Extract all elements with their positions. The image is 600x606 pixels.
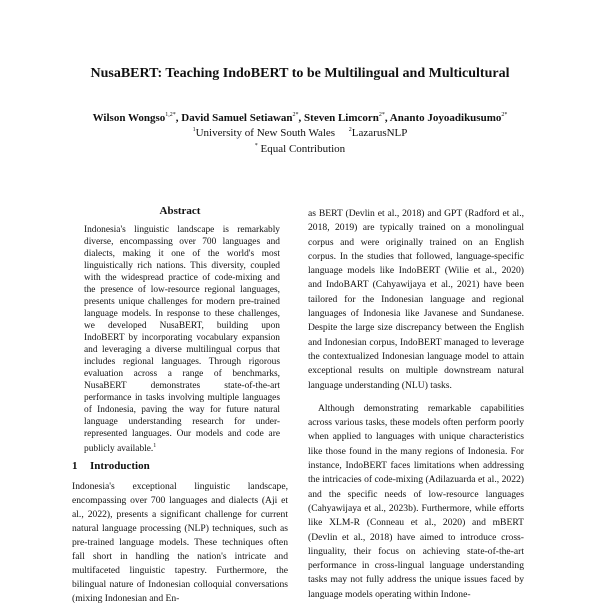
affiliation-name: LazarusNLP <box>351 127 408 139</box>
contribution-text: Equal Contribution <box>260 143 346 155</box>
abstract-text: Indonesia's linguistic landscape is remarkably diverse, encompassing over 700 languages and dialects, making it one of the world's most linguistically rich nations. This diversity, coupled with the widespread practice of code-mixing and the presence of low-resource regional languages, presents unique challenges for modern pre-trained language models. In response to these challenges, we developed NusaBERT, building upon IndoBERT by incorporating vocabulary expansion and leveraging a diverse multilingual corpus that includes regional languages. Through rigorous evaluation across a range of benchmarks, NusaBERT demonstrates state-of-the-art performance in tasks involving multiple languages of Indonesia, paving the way for future natural language understanding research for under-represented languages. Our models and code are publicly available. <box>84 225 280 454</box>
introduction-paragraph: as BERT (Devlin et al., 2018) and GPT (Radford et al., 2018, 2019) are typically trained on a monolingual corpus and were originally trained on an English corpus. In the studies that followed, language-specific language models like IndoBERT (Wilie et al., 2020) and IndoBART (Cahyawijaya et al., 2021) have been tailored for the Indonesian language and regional languages of Indonesia like Javanese and Sundanese. Despite the large size discrepancy between the English and Indonesian corpus, IndoBERT managed to leverage the contextualized Indonesian language model to attain exceptional results on multiple downstream natural language understanding (NLU) tasks. <box>308 208 524 391</box>
author-separator: , <box>175 112 182 124</box>
author-name: Wilson Wongso <box>92 112 166 124</box>
equal-contribution-note <box>0 140 600 156</box>
author-name: Steven Limcorn <box>304 112 379 124</box>
introduction-paragraph: Although demonstrating remarkable capabilities across various tasks, these models often perform poorly when applied to languages with unique characteristics like those found in the many regions of Indonesia. For instance, IndoBERT faces limitations when addressing the intricacies of code-mixing (Adilazuarda et al., 2022) and the specific needs of low-resource languages (Cahyawijaya et al., 2023b). Furthermore, while efforts like XLM-R (Conneau et al., 2020) and mBERT (Devlin et al., 2018) have aimed to introduce cross-linguality, their focus on achieving state-of-the-art performance in cross-lingual language understanding tasks may not fully address the unique issues faced by language models operating within Indone- <box>308 402 524 600</box>
author-affiliation-mark: 2* <box>501 112 508 118</box>
abstract-body <box>84 224 280 455</box>
introduction-left-column <box>72 480 288 606</box>
footnote-mark: 1 <box>153 443 157 449</box>
affiliation-name: University of New South Wales <box>195 127 336 139</box>
author-separator: , <box>298 112 305 124</box>
section-heading-introduction <box>72 460 150 472</box>
author-separator: , <box>384 112 390 124</box>
paper-title: NusaBERT: Teaching IndoBERT to be Multilingual and Multicultural <box>90 66 510 81</box>
abstract-heading: Abstract <box>159 205 201 217</box>
author-affiliation-mark: 2* <box>378 112 385 118</box>
introduction-paragraph: Indonesia's exceptional linguistic landscape, encompassing over 700 languages and dialects (Aji et al., 2022), presents a significant challenge for current natural language processing (NLP) techniques, such as pre-trained language models. These techniques often fall short in handling the nation's intricate and multifaceted linguistic tapestry. Furthermore, the bilingual nature of Indonesian colloquial conversations (mixing Indonesian and En- <box>72 481 288 604</box>
section-number: 1 <box>72 460 78 472</box>
introduction-right-column <box>308 207 524 602</box>
author-name: David Samuel Setiawan <box>181 112 293 124</box>
affiliation-mark: 2 <box>348 127 352 133</box>
author-name: Ananto Joyoadikusumo <box>389 112 502 124</box>
author-affiliation-mark: 1,2* <box>165 112 176 118</box>
section-title: Introduction <box>90 460 150 472</box>
affiliation-mark: 1 <box>192 127 196 133</box>
affiliation-list <box>0 124 600 140</box>
contribution-mark: * <box>254 143 258 149</box>
author-list <box>0 109 600 125</box>
author-affiliation-mark: 2* <box>292 112 299 118</box>
